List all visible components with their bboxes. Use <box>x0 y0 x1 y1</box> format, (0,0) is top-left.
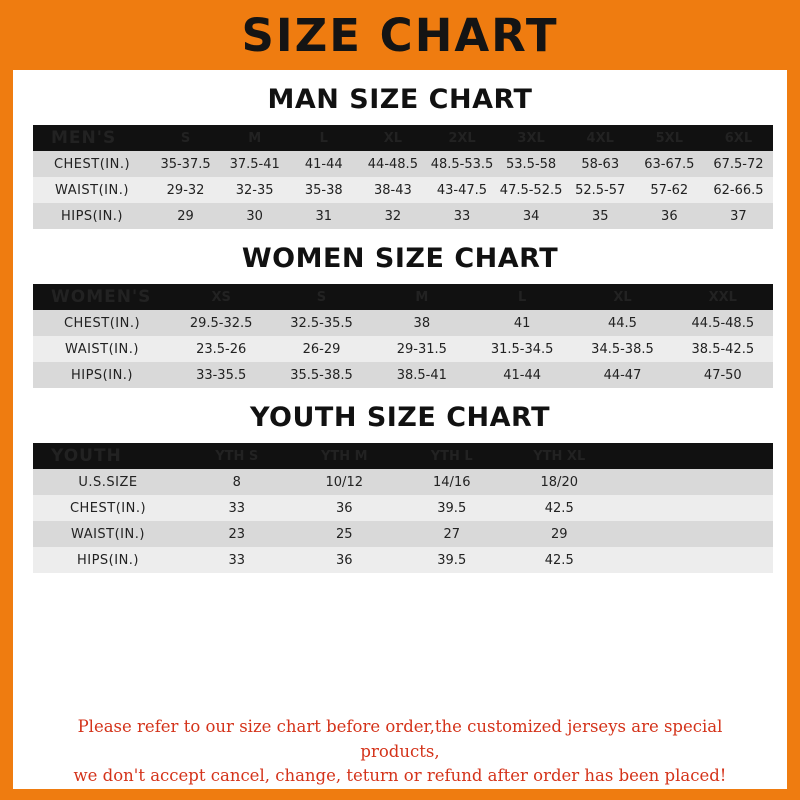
women-cell: 38 <box>372 310 472 336</box>
men-cell: 62-66.5 <box>704 177 773 203</box>
men-cell: 35-38 <box>289 177 358 203</box>
men-column-header: M <box>220 125 289 151</box>
women-cell: 26-29 <box>271 336 371 362</box>
women-column-header: M <box>372 284 472 310</box>
men-cell: 58-63 <box>566 151 635 177</box>
youth-cell: 18/20 <box>506 469 614 495</box>
youth-cell: 25 <box>291 521 399 547</box>
youth-cell: 29 <box>506 521 614 547</box>
women-cell: 29.5-32.5 <box>171 310 271 336</box>
women-row-label: CHEST(IN.) <box>33 310 171 336</box>
youth-header-label: YOUTH <box>33 443 183 469</box>
youth-column-header: YTH M <box>291 443 399 469</box>
men-cell: 57-62 <box>635 177 704 203</box>
table-row <box>33 203 773 229</box>
page-title: SIZE CHART <box>241 8 559 62</box>
women-cell: 38.5-42.5 <box>673 336 773 362</box>
youth-size-section <box>13 402 787 573</box>
men-section-title: MAN SIZE CHART <box>267 84 533 115</box>
women-column-header: XXL <box>673 284 773 310</box>
youth-cell: 14/16 <box>398 469 506 495</box>
men-size-section <box>13 84 787 229</box>
table-row <box>33 362 773 388</box>
men-cell: 63-67.5 <box>635 151 704 177</box>
women-row-label: WAIST(IN.) <box>33 336 171 362</box>
youth-size-table <box>33 443 773 573</box>
youth-cell: 36 <box>291 495 399 521</box>
footer-note-line-1: Please refer to our size chart before order,the customized jerseys are special products, <box>77 716 723 761</box>
youth-cell: 27 <box>398 521 506 547</box>
men-column-header: 6XL <box>704 125 773 151</box>
women-cell: 44.5-48.5 <box>673 310 773 336</box>
women-column-header: XS <box>171 284 271 310</box>
table-row <box>33 547 773 573</box>
men-size-table <box>33 125 773 229</box>
header-band <box>13 0 787 70</box>
table-row <box>33 495 773 521</box>
women-cell: 44-47 <box>572 362 672 388</box>
youth-column-header: YTH L <box>398 443 506 469</box>
men-cell: 43-47.5 <box>427 177 496 203</box>
men-cell: 37.5-41 <box>220 151 289 177</box>
women-cell: 44.5 <box>572 310 672 336</box>
men-row-label: WAIST(IN.) <box>33 177 151 203</box>
men-cell: 31 <box>289 203 358 229</box>
men-cell: 67.5-72 <box>704 151 773 177</box>
men-cell: 48.5-53.5 <box>427 151 496 177</box>
youth-cell: 42.5 <box>506 495 614 521</box>
women-cell: 31.5-34.5 <box>472 336 572 362</box>
men-header-label: MEN'S <box>33 125 151 151</box>
men-cell: 29-32 <box>151 177 220 203</box>
table-row <box>33 151 773 177</box>
youth-cell-spacer <box>613 547 773 573</box>
women-cell: 41-44 <box>472 362 572 388</box>
men-cell: 34 <box>497 203 566 229</box>
youth-cell-spacer <box>613 521 773 547</box>
women-cell: 29-31.5 <box>372 336 472 362</box>
youth-table-header-row <box>33 443 773 469</box>
women-cell: 41 <box>472 310 572 336</box>
women-cell: 47-50 <box>673 362 773 388</box>
men-cell: 52.5-57 <box>566 177 635 203</box>
women-column-header: L <box>472 284 572 310</box>
footer-note <box>26 715 774 789</box>
men-column-header: 2XL <box>427 125 496 151</box>
youth-cell: 10/12 <box>291 469 399 495</box>
bottom-accent-band <box>13 789 787 800</box>
women-column-header: S <box>271 284 371 310</box>
youth-header-spacer <box>613 443 773 469</box>
men-cell: 44-48.5 <box>358 151 427 177</box>
youth-cell: 23 <box>183 521 291 547</box>
men-cell: 47.5-52.5 <box>497 177 566 203</box>
table-row <box>33 336 773 362</box>
men-row-label: HIPS(IN.) <box>33 203 151 229</box>
women-size-section <box>13 243 787 388</box>
women-cell: 33-35.5 <box>171 362 271 388</box>
youth-cell: 8 <box>183 469 291 495</box>
women-cell: 32.5-35.5 <box>271 310 371 336</box>
men-cell: 29 <box>151 203 220 229</box>
men-cell: 38-43 <box>358 177 427 203</box>
women-section-title: WOMEN SIZE CHART <box>241 243 559 274</box>
youth-row-label: WAIST(IN.) <box>33 521 183 547</box>
youth-cell: 39.5 <box>398 495 506 521</box>
youth-cell: 39.5 <box>398 547 506 573</box>
men-cell: 32 <box>358 203 427 229</box>
men-column-header: 4XL <box>566 125 635 151</box>
men-cell: 37 <box>704 203 773 229</box>
men-row-label: CHEST(IN.) <box>33 151 151 177</box>
table-row <box>33 521 773 547</box>
men-column-header: S <box>151 125 220 151</box>
table-row <box>33 469 773 495</box>
women-cell: 23.5-26 <box>171 336 271 362</box>
youth-section-title: YOUTH SIZE CHART <box>249 402 551 433</box>
men-cell: 30 <box>220 203 289 229</box>
men-column-header: 5XL <box>635 125 704 151</box>
youth-column-header: YTH XL <box>506 443 614 469</box>
women-cell: 34.5-38.5 <box>572 336 672 362</box>
men-cell: 32-35 <box>220 177 289 203</box>
men-column-header: 3XL <box>497 125 566 151</box>
men-cell: 35-37.5 <box>151 151 220 177</box>
men-cell: 35 <box>566 203 635 229</box>
youth-row-label: CHEST(IN.) <box>33 495 183 521</box>
youth-cell: 42.5 <box>506 547 614 573</box>
footer-note-line-2: we don't accept cancel, change, teturn or refund after order has been placed! <box>73 766 727 786</box>
women-header-label: WOMEN'S <box>33 284 171 310</box>
youth-row-label: U.S.SIZE <box>33 469 183 495</box>
youth-row-label: HIPS(IN.) <box>33 547 183 573</box>
men-table-header-row <box>33 125 773 151</box>
women-table-header-row <box>33 284 773 310</box>
youth-cell: 33 <box>183 547 291 573</box>
women-column-header: XL <box>572 284 672 310</box>
youth-column-header: YTH S <box>183 443 291 469</box>
men-cell: 41-44 <box>289 151 358 177</box>
youth-cell-spacer <box>613 495 773 521</box>
men-column-header: L <box>289 125 358 151</box>
women-row-label: HIPS(IN.) <box>33 362 171 388</box>
men-cell: 33 <box>427 203 496 229</box>
men-cell: 53.5-58 <box>497 151 566 177</box>
youth-cell: 33 <box>183 495 291 521</box>
women-cell: 35.5-38.5 <box>271 362 371 388</box>
table-row <box>33 177 773 203</box>
women-size-table <box>33 284 773 388</box>
women-cell: 38.5-41 <box>372 362 472 388</box>
table-row <box>33 310 773 336</box>
youth-cell: 36 <box>291 547 399 573</box>
youth-cell-spacer <box>613 469 773 495</box>
men-cell: 36 <box>635 203 704 229</box>
men-column-header: XL <box>358 125 427 151</box>
